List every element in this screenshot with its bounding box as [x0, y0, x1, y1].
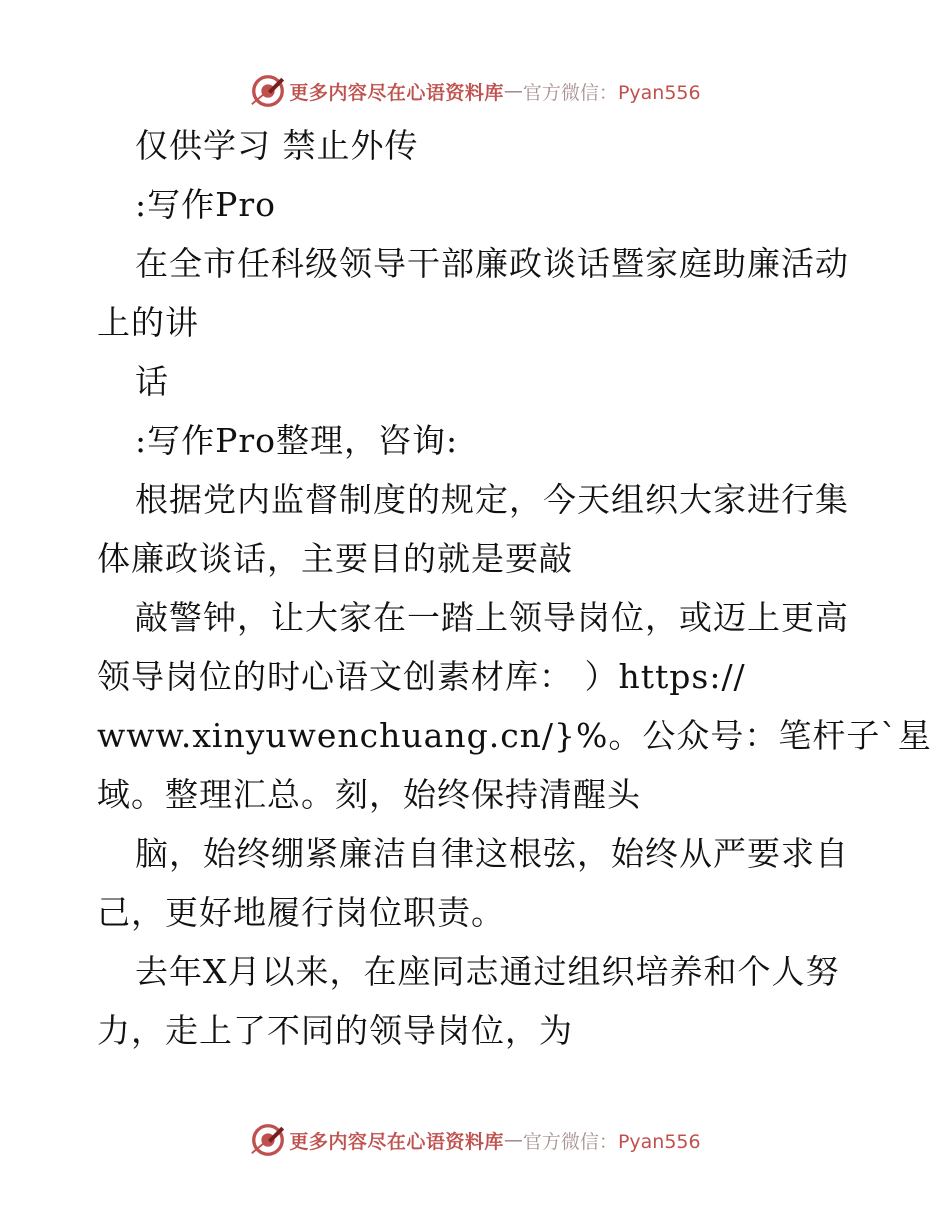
- watermark-wechat: [523, 78, 701, 105]
- text-line: 脑，始终绷紧廉洁自律这根弦，始终从严要求自: [135, 834, 849, 873]
- text-line: 敲警钟，让大家在一踏上领导岗位，或迈上更高: [135, 598, 849, 637]
- watermark-title: 更多内容尽在心语资料库: [289, 1130, 504, 1153]
- watermark-separator: —: [503, 1129, 523, 1151]
- text-line: 仅供学习 禁止外传: [135, 126, 419, 165]
- document-body: [97, 116, 932, 1060]
- text-line: :写作Pro整理，咨询:: [135, 421, 459, 460]
- watermark-separator: —: [503, 80, 523, 102]
- text-line: 上的讲: [97, 303, 199, 342]
- text-line: 己，更好地履行岗位职责。: [97, 893, 505, 932]
- text-line: www.xinyuwenchuang.cn/}%。公众号：笔杆子`星: [97, 716, 932, 755]
- text-line: 去年X月以来，在座同志通过组织培养和个人努: [135, 952, 840, 991]
- text-line: 领导岗位的时心语文创素材库： ）https://: [97, 657, 746, 696]
- text-line: 力，走上了不同的领导岗位，为: [97, 1011, 573, 1050]
- text-line: 在全市任科级领导干部廉政谈话暨家庭助廉活动: [135, 244, 849, 283]
- text-line: 根据党内监督制度的规定，今天组织大家进行集: [135, 480, 849, 519]
- wechat-id: Pyan556: [617, 81, 701, 104]
- wechat-id: Pyan556: [617, 1130, 701, 1153]
- text-line: 体廉政谈话，主要目的就是要敲: [97, 539, 573, 578]
- header-watermark: [0, 71, 950, 111]
- pen-logo-icon: [249, 72, 287, 110]
- text-line: 域。整理汇总。刻，始终保持清醒头: [97, 775, 641, 814]
- footer-watermark: [0, 1120, 950, 1160]
- text-line: :写作Pro: [135, 185, 276, 224]
- wechat-label: 官方微信：: [522, 1130, 618, 1153]
- watermark-wechat: [523, 1127, 701, 1154]
- pen-logo-icon: [249, 1121, 287, 1159]
- watermark-title: 更多内容尽在心语资料库: [289, 81, 504, 104]
- wechat-label: 官方微信：: [522, 81, 618, 104]
- text-line: 话: [135, 362, 169, 401]
